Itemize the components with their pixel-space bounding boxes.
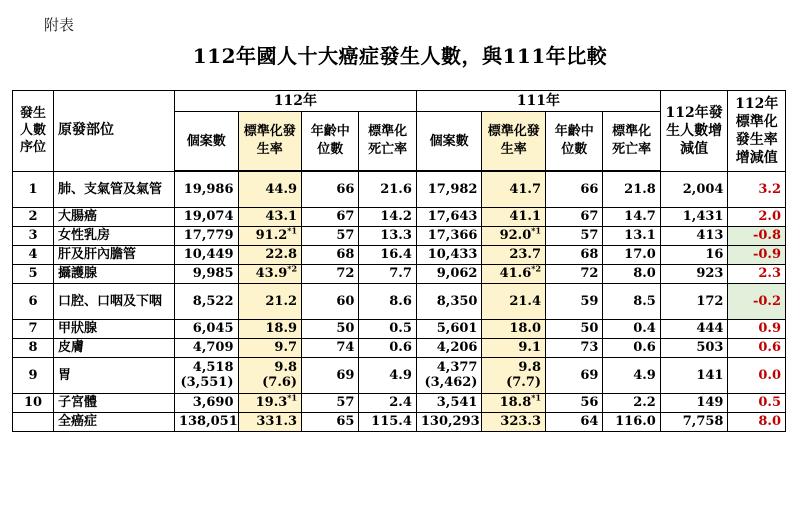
cases-111-cell: 8,350 [416, 283, 482, 319]
site-cell: 甲狀腺 [54, 319, 175, 338]
diff-cases-cell: 444 [660, 319, 728, 338]
header-median-age-112: 年齡中位數 [302, 112, 359, 172]
median-age-111-cell: 59 [546, 283, 603, 319]
asr-111-cell: 21.4 [482, 283, 546, 319]
mortality-112-cell: 16.4 [359, 245, 416, 264]
mortality-112-cell: 115.4 [359, 412, 416, 431]
median-age-111-cell: 73 [546, 338, 603, 357]
diff-asr-cell: -0.2 [728, 283, 786, 319]
table-row [13, 207, 786, 226]
median-age-112-cell: 67 [302, 207, 359, 226]
cases-112-cell: 19,074 [174, 207, 238, 226]
cases-112-cell: 19,986 [174, 171, 238, 207]
header-year111: 111年 [416, 91, 660, 112]
diff-asr-cell: 8.0 [728, 412, 786, 431]
diff-cases-cell: 2,004 [660, 171, 728, 207]
diff-asr-cell: -0.8 [728, 226, 786, 245]
header-median-age-111: 年齡中位數 [546, 112, 603, 172]
cases-111-cell: 17,982 [416, 171, 482, 207]
median-age-112-cell: 66 [302, 171, 359, 207]
asr-111-cell: 92.0$^{*1}$ [482, 226, 546, 245]
table-row [13, 264, 786, 283]
cases-111-cell: 10,433 [416, 245, 482, 264]
header-mortality-112: 標準化死亡率 [359, 112, 416, 172]
table-row [13, 393, 786, 412]
diff-cases-cell: 141 [660, 357, 728, 393]
mortality-112-cell: 21.6 [359, 171, 416, 207]
asr-112-cell: 91.2$^{*1}$ [238, 226, 302, 245]
table-row [13, 245, 786, 264]
asr-112-cell: 331.3 [238, 412, 302, 431]
cases-112-cell: 10,449 [174, 245, 238, 264]
header-diff-asr: 112年標準化發生率增減值 [728, 91, 786, 172]
diff-asr-cell: 2.0 [728, 207, 786, 226]
median-age-112-cell: 65 [302, 412, 359, 431]
table-body [13, 171, 786, 431]
asr-112-cell: 9.8 (7.6) [238, 357, 302, 393]
median-age-111-cell: 68 [546, 245, 603, 264]
header-cases-111: 個案數 [416, 112, 482, 172]
asr-112-cell: 18.9 [238, 319, 302, 338]
asr-111-cell: 18.0 [482, 319, 546, 338]
table-row [13, 412, 786, 431]
mortality-112-cell: 0.6 [359, 338, 416, 357]
table-row [13, 283, 786, 319]
median-age-112-cell: 72 [302, 264, 359, 283]
mortality-112-cell: 7.7 [359, 264, 416, 283]
header-rank: 發生人數序位 [13, 91, 54, 172]
diff-asr-cell: 2.3 [728, 264, 786, 283]
asr-111-cell: 41.6$^{*2}$ [482, 264, 546, 283]
diff-cases-cell: 503 [660, 338, 728, 357]
site-cell: 女性乳房 [54, 226, 175, 245]
rank-cell: 10 [13, 393, 54, 412]
rank-cell: 1 [13, 171, 54, 207]
mortality-111-cell: 4.9 [603, 357, 660, 393]
diff-cases-cell: 923 [660, 264, 728, 283]
median-age-111-cell: 64 [546, 412, 603, 431]
cases-111-cell: 17,366 [416, 226, 482, 245]
cases-112-cell: 138,051 [174, 412, 238, 431]
header-diff-cases: 112年發生人數增減值 [660, 91, 728, 172]
diff-asr-cell: -0.9 [728, 245, 786, 264]
table-row [13, 171, 786, 207]
median-age-111-cell: 56 [546, 393, 603, 412]
median-age-112-cell: 60 [302, 283, 359, 319]
median-age-112-cell: 57 [302, 393, 359, 412]
mortality-112-cell: 0.5 [359, 319, 416, 338]
cases-111-cell: 4,377 (3,462) [416, 357, 482, 393]
page-title: 112年國人十大癌症發生人數，與111年比較 [192, 44, 608, 68]
site-cell: 子宮體 [54, 393, 175, 412]
cases-112-cell: 8,522 [174, 283, 238, 319]
median-age-111-cell: 66 [546, 171, 603, 207]
mortality-111-cell: 21.8 [603, 171, 660, 207]
cases-111-cell: 4,206 [416, 338, 482, 357]
diff-asr-cell: 0.5 [728, 393, 786, 412]
cases-111-cell: 17,643 [416, 207, 482, 226]
mortality-111-cell: 13.1 [603, 226, 660, 245]
mortality-111-cell: 116.0 [603, 412, 660, 431]
cancer-incidence-table [12, 90, 786, 432]
site-cell: 攝護腺 [54, 264, 175, 283]
asr-111-cell: 9.1 [482, 338, 546, 357]
site-cell: 大腸癌 [54, 207, 175, 226]
asr-112-cell: 22.8 [238, 245, 302, 264]
asr-112-cell: 21.2 [238, 283, 302, 319]
asr-112-cell: 9.7 [238, 338, 302, 357]
median-age-112-cell: 69 [302, 357, 359, 393]
mortality-111-cell: 8.5 [603, 283, 660, 319]
diff-asr-cell: 0.6 [728, 338, 786, 357]
asr-111-cell: 323.3 [482, 412, 546, 431]
cases-111-cell: 5,601 [416, 319, 482, 338]
rank-cell: 4 [13, 245, 54, 264]
cases-112-cell: 4,709 [174, 338, 238, 357]
diff-cases-cell: 16 [660, 245, 728, 264]
mortality-111-cell: 0.4 [603, 319, 660, 338]
cases-111-cell: 130,293 [416, 412, 482, 431]
header-asr-112: 標準化發生率 [238, 112, 302, 172]
cases-112-cell: 3,690 [174, 393, 238, 412]
rank-cell: 9 [13, 357, 54, 393]
rank-cell: 3 [13, 226, 54, 245]
site-cell: 肺、支氣管及氣管 [54, 171, 175, 207]
diff-cases-cell: 172 [660, 283, 728, 319]
rank-cell: 5 [13, 264, 54, 283]
mortality-112-cell: 13.3 [359, 226, 416, 245]
rank-cell [13, 412, 54, 431]
diff-cases-cell: 149 [660, 393, 728, 412]
asr-112-cell: 43.9$^{*2}$ [238, 264, 302, 283]
header-mortality-111: 標準化死亡率 [603, 112, 660, 172]
site-cell: 全癌症 [54, 412, 175, 431]
median-age-112-cell: 57 [302, 226, 359, 245]
table-row [13, 357, 786, 393]
asr-111-cell: 41.7 [482, 171, 546, 207]
median-age-111-cell: 50 [546, 319, 603, 338]
diff-asr-cell: 0.0 [728, 357, 786, 393]
asr-112-cell: 43.1 [238, 207, 302, 226]
asr-112-cell: 19.3$^{*1}$ [238, 393, 302, 412]
cases-112-cell: 4,518 (3,551) [174, 357, 238, 393]
rank-cell: 7 [13, 319, 54, 338]
diff-cases-cell: 1,431 [660, 207, 728, 226]
site-cell: 肝及肝內膽管 [54, 245, 175, 264]
site-cell: 皮膚 [54, 338, 175, 357]
mortality-112-cell: 14.2 [359, 207, 416, 226]
cases-112-cell: 9,985 [174, 264, 238, 283]
diff-cases-cell: 413 [660, 226, 728, 245]
mortality-111-cell: 8.0 [603, 264, 660, 283]
site-cell: 胃 [54, 357, 175, 393]
rank-cell: 2 [13, 207, 54, 226]
mortality-111-cell: 0.6 [603, 338, 660, 357]
median-age-111-cell: 67 [546, 207, 603, 226]
mortality-111-cell: 2.2 [603, 393, 660, 412]
header-site: 原發部位 [54, 91, 175, 172]
table-row [13, 226, 786, 245]
cases-111-cell: 9,062 [416, 264, 482, 283]
header-asr-111: 標準化發生率 [482, 112, 546, 172]
rank-cell: 6 [13, 283, 54, 319]
asr-111-cell: 9.8 (7.7) [482, 357, 546, 393]
mortality-112-cell: 8.6 [359, 283, 416, 319]
median-age-112-cell: 50 [302, 319, 359, 338]
annex-label: 附表 [44, 16, 75, 34]
asr-111-cell: 23.7 [482, 245, 546, 264]
table-row [13, 319, 786, 338]
mortality-112-cell: 4.9 [359, 357, 416, 393]
median-age-112-cell: 68 [302, 245, 359, 264]
diff-asr-cell: 0.9 [728, 319, 786, 338]
header-year112: 112年 [174, 91, 416, 112]
table-row [13, 338, 786, 357]
cases-111-cell: 3,541 [416, 393, 482, 412]
mortality-111-cell: 17.0 [603, 245, 660, 264]
median-age-112-cell: 74 [302, 338, 359, 357]
asr-111-cell: 18.8$^{*1}$ [482, 393, 546, 412]
header-cases-112: 個案數 [174, 112, 238, 172]
asr-112-cell: 44.9 [238, 171, 302, 207]
cases-112-cell: 6,045 [174, 319, 238, 338]
cases-112-cell: 17,779 [174, 226, 238, 245]
median-age-111-cell: 69 [546, 357, 603, 393]
mortality-112-cell: 2.4 [359, 393, 416, 412]
diff-cases-cell: 7,758 [660, 412, 728, 431]
median-age-111-cell: 57 [546, 226, 603, 245]
mortality-111-cell: 14.7 [603, 207, 660, 226]
median-age-111-cell: 72 [546, 264, 603, 283]
site-cell: 口腔、口咽及下咽 [54, 283, 175, 319]
asr-111-cell: 41.1 [482, 207, 546, 226]
rank-cell: 8 [13, 338, 54, 357]
diff-asr-cell: 3.2 [728, 171, 786, 207]
